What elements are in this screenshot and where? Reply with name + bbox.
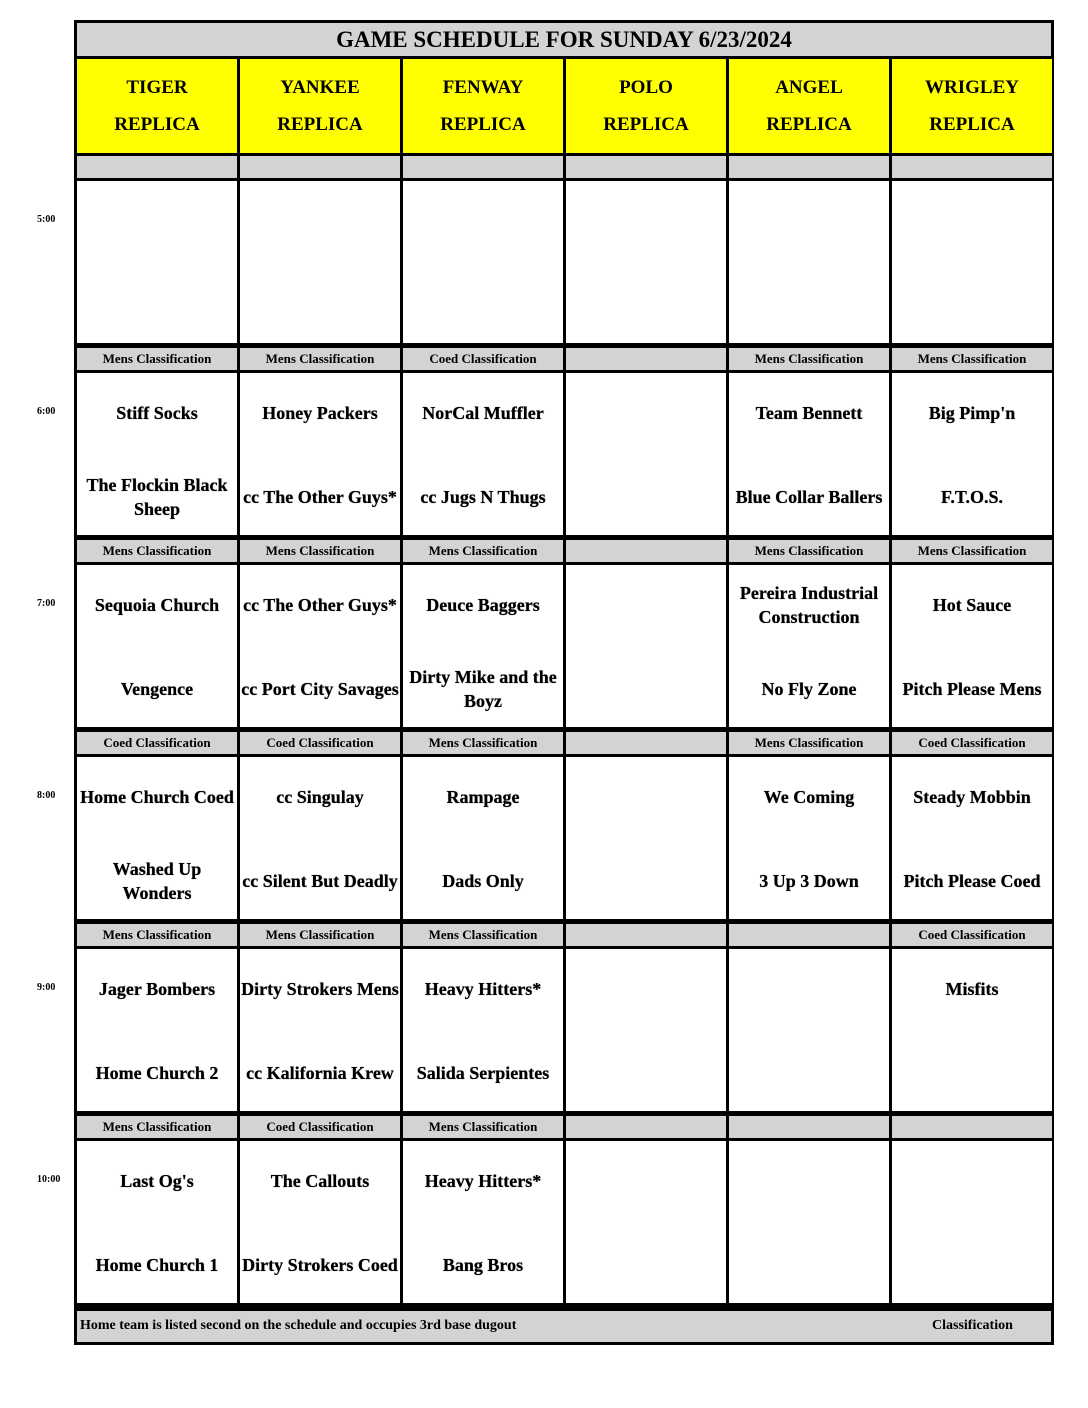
classification-label: Mens Classification [729,348,889,370]
game-cell [566,373,726,535]
classification-label: Mens Classification [892,348,1052,370]
game-cell [77,1141,237,1303]
game-cell [892,373,1052,535]
home-team: Dads Only [442,871,524,891]
game-cell [77,949,237,1111]
away-team: NorCal Muffler [422,403,544,423]
game-cell [240,565,400,727]
game-cell [240,373,400,535]
game-cell [729,565,889,727]
field-subtitle: REPLICA [929,114,1015,135]
classification-label: Mens Classification [240,540,400,562]
game-cell [892,949,1052,1111]
game-cell [892,565,1052,727]
footer-classification: Classification [932,1318,1013,1333]
home-team: Salida Serpientes [416,1063,550,1083]
field-subtitle: REPLICA [277,114,363,135]
classification-label: Mens Classification [77,540,237,562]
classification-label [566,924,726,946]
classification-label [892,1116,1052,1138]
home-team: Vengence [120,679,194,699]
home-team: F.T.O.S. [940,487,1004,507]
away-team: Honey Packers [262,403,378,423]
game-cell [566,1141,726,1303]
classification-label [566,540,726,562]
game-cell [566,757,726,919]
classification-label: Mens Classification [77,348,237,370]
away-team: Last Og's [120,1171,194,1191]
game-cell [566,565,726,727]
time-label: 6:00 [37,406,56,417]
away-team: Jager Bombers [98,979,216,999]
home-team: The Flockin Black Sheep [86,475,228,519]
away-team: We Coming [763,787,855,807]
classification-label [403,156,563,178]
game-cell [240,757,400,919]
classification-label: Mens Classification [892,540,1052,562]
home-team: Pitch Please Coed [903,871,1041,891]
game-cell [77,565,237,727]
away-team: Sequoia Church [94,595,220,615]
game-cell [729,1141,889,1303]
game-cell [729,181,889,343]
away-team: Team Bennett [755,403,863,423]
classification-label: Coed Classification [892,732,1052,754]
classification-label: Mens Classification [729,540,889,562]
home-team: Pitch Please Mens [902,679,1042,699]
classification-label [566,732,726,754]
field-header-yankee [240,59,400,153]
away-team: Heavy Hitters* [424,979,542,999]
home-team: Home Church 1 [95,1255,219,1275]
classification-label: Mens Classification [729,732,889,754]
home-team: Washed Up Wonders [112,859,202,903]
classification-label: Mens Classification [77,924,237,946]
game-cell [240,949,400,1111]
time-label: 10:00 [37,1174,61,1185]
field-name: POLO [619,77,673,98]
game-cell [240,181,400,343]
game-cell [77,757,237,919]
game-cell [240,1141,400,1303]
game-cell [77,373,237,535]
game-cell [729,757,889,919]
game-cell [892,1141,1052,1303]
home-team: cc Silent But Deadly [242,871,398,891]
game-cell [403,373,563,535]
classification-label: Coed Classification [240,732,400,754]
classification-label: Coed Classification [77,732,237,754]
field-name: WRIGLEY [925,77,1019,98]
game-cell [403,757,563,919]
time-label: 9:00 [37,982,56,993]
time-label: 5:00 [37,214,56,225]
home-team: cc The Other Guys* [243,487,397,507]
game-cell [729,949,889,1111]
classification-label [729,156,889,178]
field-name: ANGEL [775,77,843,98]
classification-label: Mens Classification [77,1116,237,1138]
game-cell [892,181,1052,343]
classification-label: Coed Classification [403,348,563,370]
away-team: Stiff Socks [116,403,198,423]
field-subtitle: REPLICA [603,114,689,135]
field-header-fenway [403,59,563,153]
field-subtitle: REPLICA [114,114,200,135]
field-name: TIGER [126,77,188,98]
away-team: Dirty Strokers Mens [241,979,399,999]
home-team: Blue Collar Ballers [735,487,883,507]
home-team: Bang Bros [442,1255,524,1275]
classification-label: Mens Classification [240,924,400,946]
field-header-angel [729,59,889,153]
classification-label [892,156,1052,178]
away-team: cc The Other Guys* [243,595,397,615]
schedule-footer [77,1311,1051,1342]
time-label: 7:00 [37,598,56,609]
away-team: Big Pimp'n [928,403,1016,423]
schedule-sheet [74,20,1054,1345]
home-team: Dirty Mike and the Boyz [409,667,557,711]
home-team: cc Jugs N Thugs [420,487,546,507]
classification-label [566,348,726,370]
field-header-wrigley [892,59,1052,153]
time-label: 8:00 [37,790,56,801]
classification-label [729,924,889,946]
game-cell [77,181,237,343]
classification-label [240,156,400,178]
away-team: Misfits [945,979,999,999]
classification-label: Mens Classification [403,732,563,754]
away-team: cc Singulay [276,787,364,807]
away-team: Steady Mobbin [913,787,1031,807]
classification-label: Coed Classification [240,1116,400,1138]
home-team: Dirty Strokers Coed [242,1255,398,1275]
game-cell [403,565,563,727]
field-subtitle: REPLICA [766,114,852,135]
away-team: Pereira Industrial Construction [739,583,879,627]
away-team: Hot Sauce [932,595,1012,615]
away-team: Home Church Coed [80,787,234,807]
field-name: FENWAY [442,77,524,98]
field-header-polo [566,59,726,153]
classification-label: Coed Classification [892,924,1052,946]
classification-label: Mens Classification [403,1116,563,1138]
field-subtitle: REPLICA [440,114,526,135]
home-team: No Fly Zone [761,679,857,699]
game-cell [729,373,889,535]
classification-label [566,1116,726,1138]
field-header-tiger [77,59,237,153]
game-cell [566,181,726,343]
home-team: Home Church 2 [95,1063,219,1083]
game-cell [892,757,1052,919]
home-team: cc Kalifornia Krew [246,1063,394,1083]
field-name: YANKEE [280,77,360,98]
classification-label [729,1116,889,1138]
classification-label: Mens Classification [403,924,563,946]
away-team: The Callouts [270,1171,370,1191]
away-team: Deuce Baggers [426,595,540,615]
home-team: 3 Up 3 Down [759,871,859,891]
classification-label [77,156,237,178]
home-team: cc Port City Savages [241,679,399,699]
classification-label: Mens Classification [403,540,563,562]
home-team-note: Home team is listed second on the schedule and occupies 3rd base dugout [80,1318,517,1333]
time-column [0,0,74,1408]
classification-label [566,156,726,178]
game-cell [403,949,563,1111]
schedule-grid [77,23,1051,1342]
schedule-title: GAME SCHEDULE FOR SUNDAY 6/23/2024 [77,23,1051,56]
game-cell [403,181,563,343]
game-cell [566,949,726,1111]
away-team: Heavy Hitters* [424,1171,542,1191]
game-cell [403,1141,563,1303]
away-team: Rampage [446,787,520,807]
classification-label: Mens Classification [240,348,400,370]
